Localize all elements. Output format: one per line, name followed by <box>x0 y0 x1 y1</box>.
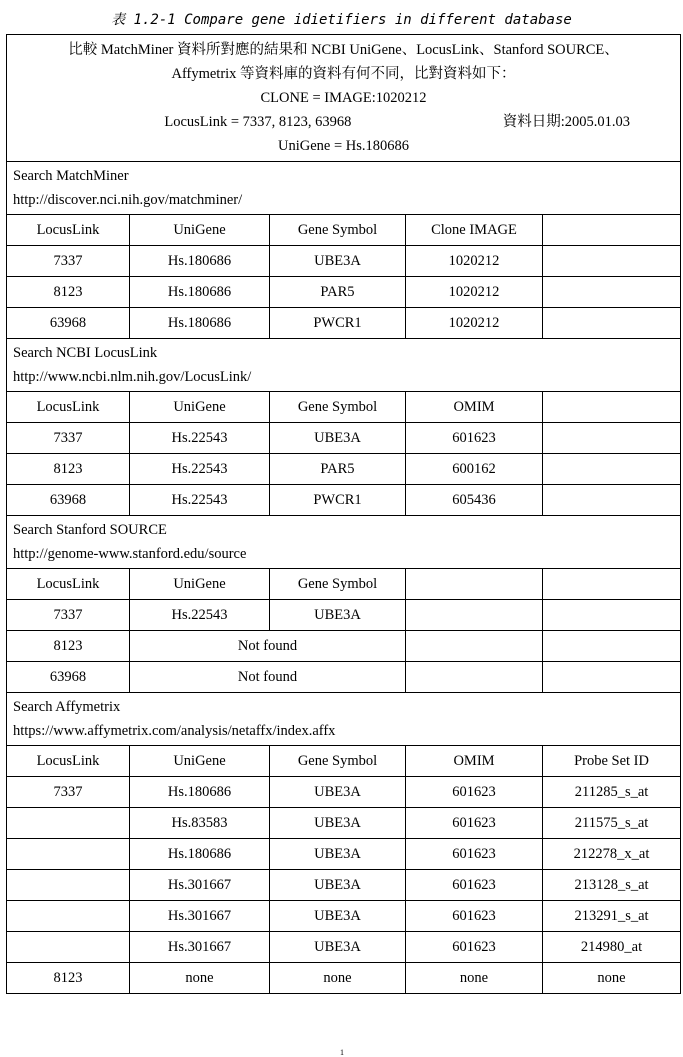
table-cell: none <box>543 963 681 994</box>
intro-unigene: UniGene = Hs.180686 <box>278 138 410 154</box>
column-header: Gene Symbol <box>270 569 406 600</box>
table-cell: Hs.22543 <box>130 423 270 454</box>
table-cell: 7337 <box>7 423 130 454</box>
section-header-row <box>7 339 681 392</box>
table-cell: 63968 <box>7 485 130 516</box>
section-header <box>7 516 681 569</box>
column-header: UniGene <box>130 215 270 246</box>
section-title: Search Stanford SOURCE <box>13 522 167 538</box>
table-cell: 601623 <box>406 777 543 808</box>
table-cell: Hs.180686 <box>130 246 270 277</box>
table-cell: none <box>270 963 406 994</box>
table-cell: 8123 <box>7 631 130 662</box>
table-row <box>7 600 681 631</box>
column-header: UniGene <box>130 392 270 423</box>
table-cell: 213128_s_at <box>543 870 681 901</box>
page-number: 1 <box>340 1048 344 1057</box>
section-header <box>7 162 681 215</box>
table-cell: 601623 <box>406 870 543 901</box>
table-cell <box>543 423 681 454</box>
table-cell: 605436 <box>406 485 543 516</box>
table-row <box>7 454 681 485</box>
table-cell: PWCR1 <box>270 308 406 339</box>
column-header-row <box>7 392 681 423</box>
table-cell: UBE3A <box>270 777 406 808</box>
column-header: UniGene <box>130 746 270 777</box>
table-cell: PWCR1 <box>270 485 406 516</box>
table-row <box>7 662 681 693</box>
column-header-row <box>7 746 681 777</box>
table-cell <box>543 308 681 339</box>
table-cell: UBE3A <box>270 808 406 839</box>
table-cell: 1020212 <box>406 277 543 308</box>
table-cell: Hs.301667 <box>130 932 270 963</box>
table-cell <box>543 600 681 631</box>
intro-locuslink: LocusLink = 7337, 8123, 63968 <box>164 114 352 130</box>
table-cell: 600162 <box>406 454 543 485</box>
intro-line-1: 比較 MatchMiner 資料所對應的結果和 NCBI UniGene、LocusLink、Stanford SOURCE、 <box>68 42 619 58</box>
column-header <box>543 392 681 423</box>
table-cell <box>7 870 130 901</box>
table-cell: 211285_s_at <box>543 777 681 808</box>
table-cell <box>406 600 543 631</box>
table-cell <box>543 631 681 662</box>
table-cell: Hs.301667 <box>130 901 270 932</box>
table-row <box>7 308 681 339</box>
data-date: 資料日期:2005.01.03 <box>502 114 631 130</box>
table-cell: UBE3A <box>270 246 406 277</box>
column-header <box>543 215 681 246</box>
table-cell: Not found <box>130 631 406 662</box>
table-cell: 8123 <box>7 454 130 485</box>
table-cell: Hs.180686 <box>130 839 270 870</box>
column-header-row <box>7 569 681 600</box>
section-header <box>7 339 681 392</box>
table-cell: Hs.83583 <box>130 808 270 839</box>
section-title: Search MatchMiner <box>13 168 129 184</box>
table-cell: UBE3A <box>270 423 406 454</box>
table-cell: 63968 <box>7 308 130 339</box>
table-cell: 213291_s_at <box>543 901 681 932</box>
intro-row <box>7 35 681 162</box>
column-header: LocusLink <box>7 215 130 246</box>
column-header: LocusLink <box>7 746 130 777</box>
column-header: Clone IMAGE <box>406 215 543 246</box>
table-cell: 7337 <box>7 777 130 808</box>
column-header: UniGene <box>130 569 270 600</box>
table-row <box>7 485 681 516</box>
intro-line-2: Affymetrix 等資料庫的資料有何不同，比對資料如下： <box>171 66 516 82</box>
table-cell <box>543 662 681 693</box>
table-cell: 211575_s_at <box>543 808 681 839</box>
table-row <box>7 870 681 901</box>
section-header <box>7 693 681 746</box>
table-cell: UBE3A <box>270 932 406 963</box>
section-title: Search NCBI LocusLink <box>13 345 158 361</box>
table-cell: 212278_x_at <box>543 839 681 870</box>
section-url: http://discover.nci.nih.gov/matchminer/ <box>13 192 243 208</box>
table-row <box>7 777 681 808</box>
table-cell: PAR5 <box>270 277 406 308</box>
column-header: OMIM <box>406 746 543 777</box>
intro-cell <box>7 35 681 162</box>
table-cell: 63968 <box>7 662 130 693</box>
table-caption: 表 1.2-1 Compare gene idietifiers in different database <box>111 12 572 28</box>
section-url: https://www.affymetrix.com/analysis/netaffx/index.affx <box>13 723 336 739</box>
table-cell <box>7 808 130 839</box>
table-cell <box>7 932 130 963</box>
table-row <box>7 839 681 870</box>
table-cell <box>543 454 681 485</box>
column-header: OMIM <box>406 392 543 423</box>
table-row <box>7 808 681 839</box>
table-cell: UBE3A <box>270 870 406 901</box>
column-header: LocusLink <box>7 569 130 600</box>
table-cell: 8123 <box>7 963 130 994</box>
column-header-row <box>7 215 681 246</box>
table-cell <box>7 839 130 870</box>
table-cell: Not found <box>130 662 406 693</box>
gene-identifier-table <box>6 34 681 994</box>
section-url: http://www.ncbi.nlm.nih.gov/LocusLink/ <box>13 369 252 385</box>
table-cell: Hs.301667 <box>130 870 270 901</box>
table-cell: 7337 <box>7 246 130 277</box>
table-cell: 7337 <box>7 600 130 631</box>
section-url: http://genome-www.stanford.edu/source <box>13 546 247 562</box>
table-row <box>7 246 681 277</box>
table-cell <box>406 662 543 693</box>
section-title: Search Affymetrix <box>13 699 121 715</box>
section-header-row <box>7 162 681 215</box>
table-cell: 214980_at <box>543 932 681 963</box>
table-cell: 1020212 <box>406 308 543 339</box>
table-cell: none <box>130 963 270 994</box>
table-body <box>7 35 681 994</box>
table-cell: 1020212 <box>406 246 543 277</box>
table-cell: none <box>406 963 543 994</box>
column-header: Gene Symbol <box>270 746 406 777</box>
section-header-row <box>7 516 681 569</box>
table-cell: Hs.22543 <box>130 454 270 485</box>
table-cell: 601623 <box>406 901 543 932</box>
column-header <box>406 569 543 600</box>
table-row <box>7 631 681 662</box>
table-cell: 601623 <box>406 808 543 839</box>
table-cell: UBE3A <box>270 839 406 870</box>
table-cell: UBE3A <box>270 600 406 631</box>
table-row <box>7 932 681 963</box>
intro-locuslink-line <box>13 110 674 134</box>
table-cell: Hs.22543 <box>130 600 270 631</box>
table-cell: 601623 <box>406 932 543 963</box>
column-header: Probe Set ID <box>543 746 681 777</box>
table-cell: Hs.180686 <box>130 308 270 339</box>
column-header: Gene Symbol <box>270 392 406 423</box>
table-cell: 601623 <box>406 423 543 454</box>
column-header: Gene Symbol <box>270 215 406 246</box>
table-cell <box>543 246 681 277</box>
table-row <box>7 423 681 454</box>
column-header: LocusLink <box>7 392 130 423</box>
intro-clone: CLONE = IMAGE:1020212 <box>260 90 427 106</box>
table-row <box>7 901 681 932</box>
table-cell: Hs.180686 <box>130 277 270 308</box>
table-cell: UBE3A <box>270 901 406 932</box>
table-row <box>7 277 681 308</box>
table-cell: Hs.180686 <box>130 777 270 808</box>
table-cell <box>543 277 681 308</box>
table-cell: PAR5 <box>270 454 406 485</box>
table-cell: 8123 <box>7 277 130 308</box>
table-cell: 601623 <box>406 839 543 870</box>
section-header-row <box>7 693 681 746</box>
column-header <box>543 569 681 600</box>
table-row <box>7 963 681 994</box>
table-cell <box>543 485 681 516</box>
table-cell <box>7 901 130 932</box>
table-cell <box>406 631 543 662</box>
table-cell: Hs.22543 <box>130 485 270 516</box>
